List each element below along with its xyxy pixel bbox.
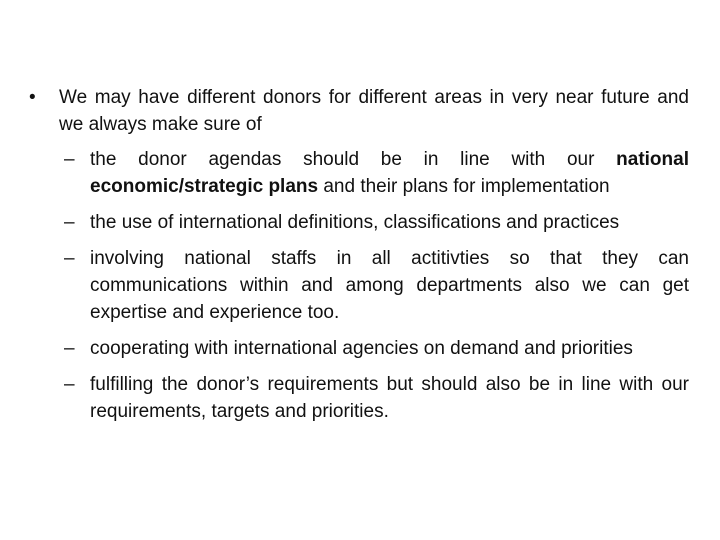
main-bullet-text: We may have different donors for different areas in very near future and we always make sure of: [59, 87, 689, 135]
sub-item-text-start: the donor agendas should be in line with our: [90, 149, 617, 170]
dash-marker: –: [64, 248, 75, 269]
list-item: [64, 371, 689, 425]
main-bullet: [29, 84, 689, 138]
list-item: [64, 245, 689, 326]
sub-item-text: fulfilling the donor’s requirements but should also be in line with our requirements, targets and priorities.: [90, 374, 689, 422]
dash-marker: –: [64, 212, 75, 233]
sub-item-bold-text: national economic/strategic plans: [90, 149, 689, 197]
sub-item-text: cooperating with international agencies on demand and priorities: [90, 338, 633, 359]
bullet-marker: •: [29, 87, 36, 108]
sub-bullet-list: [64, 146, 689, 434]
list-item: [64, 335, 689, 362]
sub-item-text-end: and their plans for implementation: [318, 176, 610, 197]
list-item: [64, 146, 689, 200]
dash-marker: –: [64, 149, 75, 170]
dash-marker: –: [64, 338, 75, 359]
sub-item-text: involving national staffs in all actitivties so that they can communications within and among departments also we can get expertise and experience too.: [90, 248, 689, 323]
sub-item-text: the use of international definitions, classifications and practices: [90, 212, 620, 233]
dash-marker: –: [64, 374, 75, 395]
list-item: [64, 209, 689, 236]
